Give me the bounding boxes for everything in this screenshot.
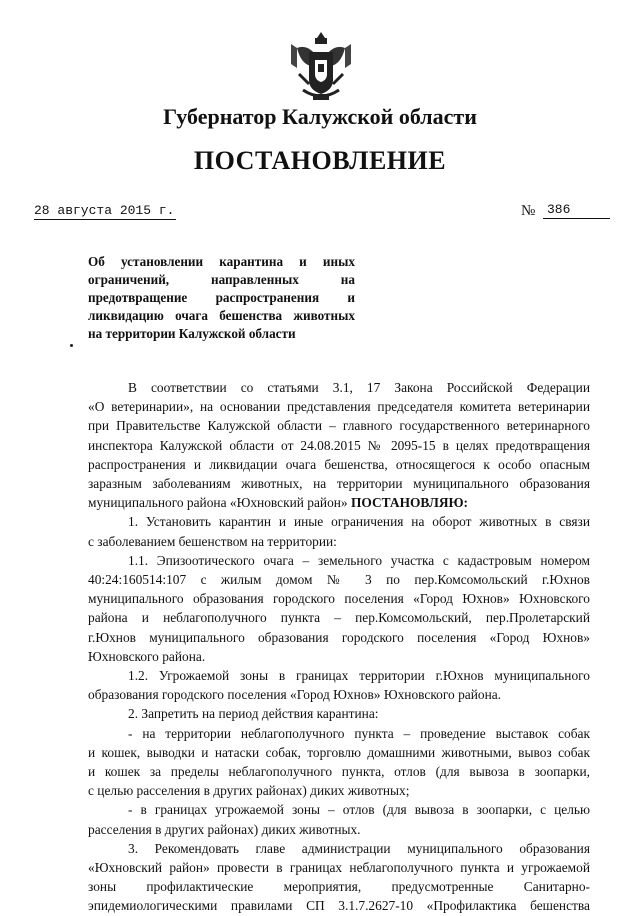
scan-speck bbox=[70, 344, 73, 347]
body-line bbox=[88, 493, 590, 512]
body-line: с заболеванием бешенством на территории: bbox=[88, 533, 337, 549]
body-line: Юхновского района. bbox=[88, 648, 206, 664]
body-line: района и неблагополучного пункта – пер.Комсомольский, пер.Пролетарский bbox=[88, 610, 590, 626]
subject-line: на территории Калужской области bbox=[88, 326, 296, 341]
body-line: «О ветеринарии», на основании представления председателя комитета ветеринарии bbox=[88, 399, 590, 415]
number-label: № bbox=[521, 203, 536, 219]
document-body bbox=[88, 378, 590, 916]
body-line: при Правительстве Калужской области – главного государственного ветеринарного bbox=[88, 418, 590, 434]
body-line: 2. Запретить на период действия карантина: bbox=[128, 706, 379, 722]
body-line: заразным заболеваниям животных, на территории муниципального образования bbox=[88, 476, 590, 492]
body-line: В соответствии со статьями 3.1, 17 Закона Российской Федерации bbox=[128, 380, 590, 395]
body-text: муниципального района «Юхновский район» bbox=[88, 495, 348, 511]
subject-line: ликвидацию очага бешенства животных bbox=[88, 308, 355, 323]
body-line: зоны профилактические мероприятия, предусмотренные Санитарно- bbox=[88, 879, 590, 895]
body-line: эпидемиологическими правилами СП 3.1.7.2627-10 «Профилактика бешенства bbox=[88, 898, 590, 914]
body-line: и кошек за пределы неблагополучного пункта, отлов (для вывоза в зоопарки, bbox=[88, 764, 590, 780]
body-line: муниципального образования городского поселения «Город Юхнов» Юхновского bbox=[88, 591, 590, 607]
subject-line: Об установлении карантина и иных bbox=[88, 254, 355, 269]
body-line: образования городского поселения «Город Юхнов» Юхновского района. bbox=[88, 687, 502, 703]
document-subject bbox=[88, 253, 355, 343]
issuer-heading: Губернатор Калужской области bbox=[163, 104, 477, 129]
body-line: и кошек, выводки и натаски собак, торговлю домашними животными, вывоз собак bbox=[88, 744, 590, 760]
body-line: 1.2. Угрожаемой зоны в границах территории г.Юхнов муниципального bbox=[128, 668, 590, 684]
body-line: расселения в других районах) диких животных. bbox=[88, 821, 361, 837]
body-line: 40:24:160514:107 с жилым домом № 3 по пер.Комсомольский г.Юхнов bbox=[88, 572, 590, 588]
coat-of-arms-emblem bbox=[289, 30, 353, 102]
body-line: 1. Установить карантин и иные ограничения на оборот животных в связи bbox=[128, 514, 590, 530]
document-type-title: ПОСТАНОВЛЕНИЕ bbox=[193, 146, 447, 175]
document-date: 28 августа 2015 г. bbox=[34, 203, 175, 218]
body-line: 3. Рекомендовать главе администрации муниципального образования bbox=[128, 840, 590, 856]
subject-line: ограничений, направленных на bbox=[88, 272, 355, 287]
document-number: 386 bbox=[543, 202, 610, 219]
body-line: с целью расселения в других районах) диких животных; bbox=[88, 783, 410, 799]
subject-line: предотвращение распространения и bbox=[88, 290, 355, 305]
resolution-keyword: ПОСТАНОВЛЯЮ: bbox=[350, 495, 469, 511]
body-line: - на территории неблагополучного пункта – проведение выставок собак bbox=[128, 725, 590, 741]
body-line: инспектора Калужской области от 24.08.2015 № 2095-15 в целях предотвращения bbox=[88, 437, 590, 453]
body-line: 1.1. Эпизоотического очага – земельного участка с кадастровым номером bbox=[128, 552, 590, 568]
body-line: г.Юхнов муниципального образования городского поселения «Город Юхнов» bbox=[88, 629, 590, 645]
body-line: «Юхновский район» провести в границах неблагополучного пункта и угрожаемой bbox=[88, 860, 590, 876]
body-line: распространения и ликвидации очага бешенства, относящегося к особо опасным bbox=[88, 456, 590, 472]
body-line: - в границах угрожаемой зоны – отлов (для вывоза в зоопарки, с целью bbox=[128, 802, 590, 818]
